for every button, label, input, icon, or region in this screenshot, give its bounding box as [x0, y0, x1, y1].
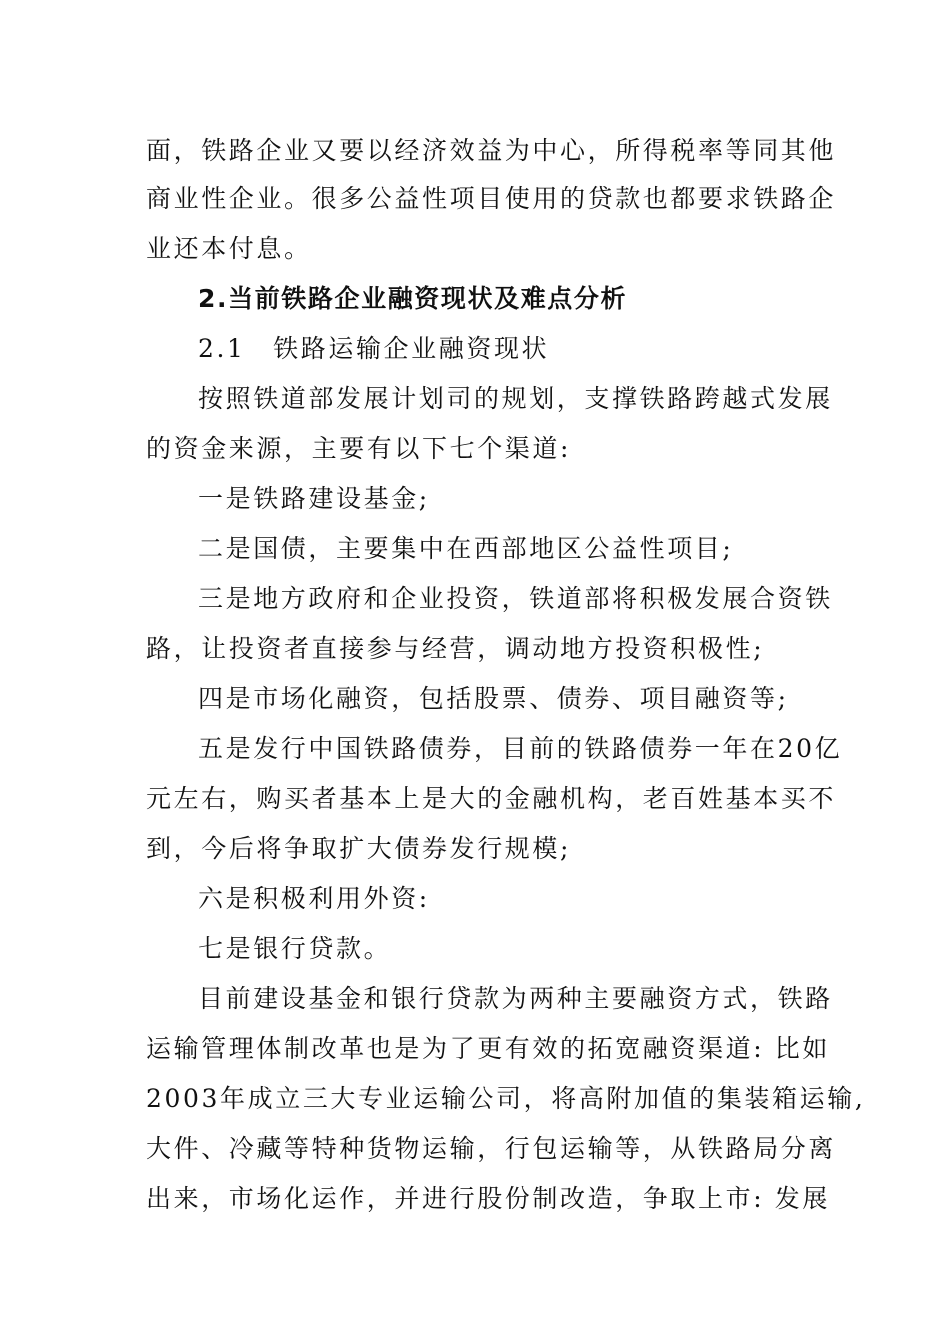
body-text-line: 业还本付息。 [146, 234, 312, 263]
list-item: 五是发行中国铁路债券，目前的铁路债券一年在20亿 [198, 734, 843, 763]
body-text-line: 出来，市场化运作，并进行股份制改造，争取上市: 发展 [146, 1184, 830, 1213]
body-text-line: 的资金来源，主要有以下七个渠道: [146, 434, 572, 463]
body-text-line: 运输管理体制改革也是为了更有效的拓宽融资渠道: 比如 [146, 1034, 830, 1063]
list-item: 一是铁路建设基金; [198, 484, 430, 513]
list-item-continuation: 到，今后将争取扩大债券发行规模; [146, 834, 572, 863]
body-text-line: 目前建设基金和银行贷款为两种主要融资方式，铁路 [198, 984, 833, 1013]
list-item: 二是国债，主要集中在西部地区公益性项目; [198, 534, 734, 563]
list-item: 七是银行贷款。 [198, 934, 392, 963]
list-item-continuation: 路，让投资者直接参与经营，调动地方投资积极性; [146, 634, 765, 663]
list-item: 四是市场化融资，包括股票、债券、项目融资等; [198, 684, 789, 713]
list-item: 六是积极利用外资: [198, 884, 430, 913]
section-heading: 2.当前铁路企业融资现状及难点分析 [198, 284, 628, 313]
list-item-continuation: 元左右，购买者基本上是大的金融机构，老百姓基本买不 [146, 784, 837, 813]
body-text-line: 商业性企业。很多公益性项目使用的贷款也都要求铁路企 [146, 184, 837, 213]
body-text-line: 按照铁道部发展计划司的规划，支撑铁路跨越式发展 [198, 384, 833, 413]
subsection-heading: 2.1 铁路运输企业融资现状 [198, 334, 550, 363]
body-text-line: 大件、冷藏等特种货物运输，行包运输等，从铁路局分离 [146, 1134, 837, 1163]
body-text-line: 2003年成立三大专业运输公司，将高附加值的集装箱运输, [146, 1084, 866, 1113]
list-item: 三是地方政府和企业投资，铁道部将积极发展合资铁 [198, 584, 833, 613]
body-text-line: 面，铁路企业又要以经济效益为中心，所得税率等同其他 [146, 136, 837, 165]
